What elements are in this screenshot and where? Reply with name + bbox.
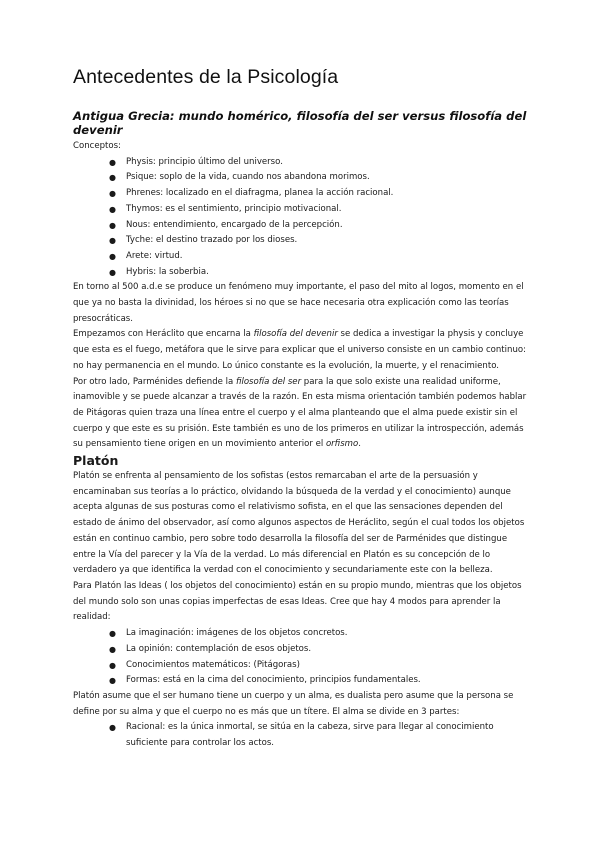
document-title: Antecedentes de la Psicología	[73, 66, 339, 88]
paragraph-platon-dualismo: Platón asume que el ser humano tiene un cuerpo y un alma, es dualista pero asume que la persona se define por su alma y que el cuerpo no es más que un títere. El alma se divide en 3 partes:	[73, 690, 514, 717]
paragraph-platon-sofistas: Platón se enfrenta al pensamiento de los sofistas (estos remarcaban el arte de la persuasión y encaminaban sus teorías a lo práctico, olvidando la búsqueda de la verdad y el conocimiento) aunque acepta algunas de sus posturas como el relativismo sofista, en el que las sensaciones dependen del estado de ánimo del observador, así como algunos aspectos de Heráclito, según el cual todos los objetos están en continuo cambio, pero sobre todo desarrolla la filosofía del ser de Parménides que distingue entre la Vía del parecer y la Vía de la verdad. Lo más diferencial en Platón es su concepción de lo verdadero ya que identifica la verdad con el conocimiento y secundariamente este con la belleza.	[73, 471, 525, 576]
list-item: ● Racional: es la única inmortal, se sitúa en la cabeza, sirve para llegar al conocimiento suficiente para controlar los actos.	[109, 722, 494, 749]
bullet-icon: ●	[109, 660, 116, 670]
list-item: ● Conocimientos matemáticos: (Pitágoras)	[126, 658, 530, 674]
bullet-icon: ●	[109, 644, 116, 654]
list-item: ● Psique: soplo de la vida, cuando nos abandona morimos.	[126, 170, 530, 186]
bullet-icon: ●	[109, 676, 116, 686]
concepts-label: Conceptos:	[73, 141, 121, 151]
bullet-icon: ●	[109, 723, 116, 733]
paragraph-parmenides: Por otro lado, Parménides defiende la filosofía del ser para la que solo existe una realidad uniforme, inamovible y se puede alcanzar a través de la razón. En esta misma orientación también podemos hablar de Pitágoras quien traza una línea entre el cuerpo y el alma planteando que el alma puede existir sin el cuerpo y que este es su prisión. Este también es uno de los primeros en utilizar la introspección, además su pensamiento tiene origen en un movimiento anterior el orfismo.	[73, 376, 527, 450]
bullet-icon: ●	[109, 629, 116, 639]
list-item: ● La opinión: contemplación de esos objetos.	[126, 642, 530, 658]
bullet-icon: ●	[109, 173, 116, 183]
soul-parts-list	[73, 720, 530, 751]
bullet-icon: ●	[109, 236, 116, 246]
bullet-icon: ●	[109, 189, 116, 199]
list-item: ● Formas: está en la cima del conocimiento, principios fundamentales.	[126, 673, 530, 689]
section-heading-platon: Platón	[73, 453, 119, 469]
section-heading-antigua-grecia: Antigua Grecia: mundo homérico, filosofía del ser versus filosofía del devenir	[73, 109, 527, 137]
modes-list	[73, 626, 530, 689]
paragraph-mito-logos: En torno al 500 a.d.e se produce un fenómeno muy importante, el paso del mito al logos, momento en el que ya no basta la divinidad, los héroes si no que se hace necesaria otra explicación como las teorías presocráticas.	[73, 282, 524, 324]
bullet-icon: ●	[109, 220, 116, 230]
list-item: ● La imaginación: imágenes de los objetos concretos.	[126, 626, 530, 642]
list-item: ● Thymos: es el sentimiento, principio motivacional.	[126, 202, 530, 218]
list-item: ● Nous: entendimiento, encargado de la percepción.	[126, 218, 530, 234]
bullet-icon: ●	[109, 157, 116, 167]
bullet-icon: ●	[109, 204, 116, 214]
concepts-list	[73, 155, 530, 281]
list-item: ● Arete: virtud.	[126, 249, 530, 265]
list-item: ● Tyche: el destino trazado por los dioses.	[126, 233, 530, 249]
list-item: ● Physis: principio último del universo.	[126, 155, 530, 171]
list-item: ● Hybris: la soberbia.	[126, 265, 530, 281]
paragraph-platon-ideas: Para Platón las Ideas ( los objetos del conocimiento) están en su propio mundo, mientras que los objetos del mundo solo son unas copias imperfectas de esas Ideas. Cree que hay 4 modos para aprender la realidad:	[73, 580, 522, 623]
bullet-icon: ●	[109, 251, 116, 261]
bullet-icon: ●	[109, 267, 116, 277]
paragraph-heraclito: Empezamos con Heráclito que encarna la filosofía del devenir se dedica a investigar la physis y concluye que esta es el fuego, metáfora que le sirve para explicar que el universo consiste en un cambio continuo: no hay permanencia en el mundo. Lo único constante es la evolución, la muerte, y el renacimiento.	[73, 329, 526, 371]
list-item: ● Phrenes: localizado en el diafragma, planea la acción racional.	[126, 186, 530, 202]
